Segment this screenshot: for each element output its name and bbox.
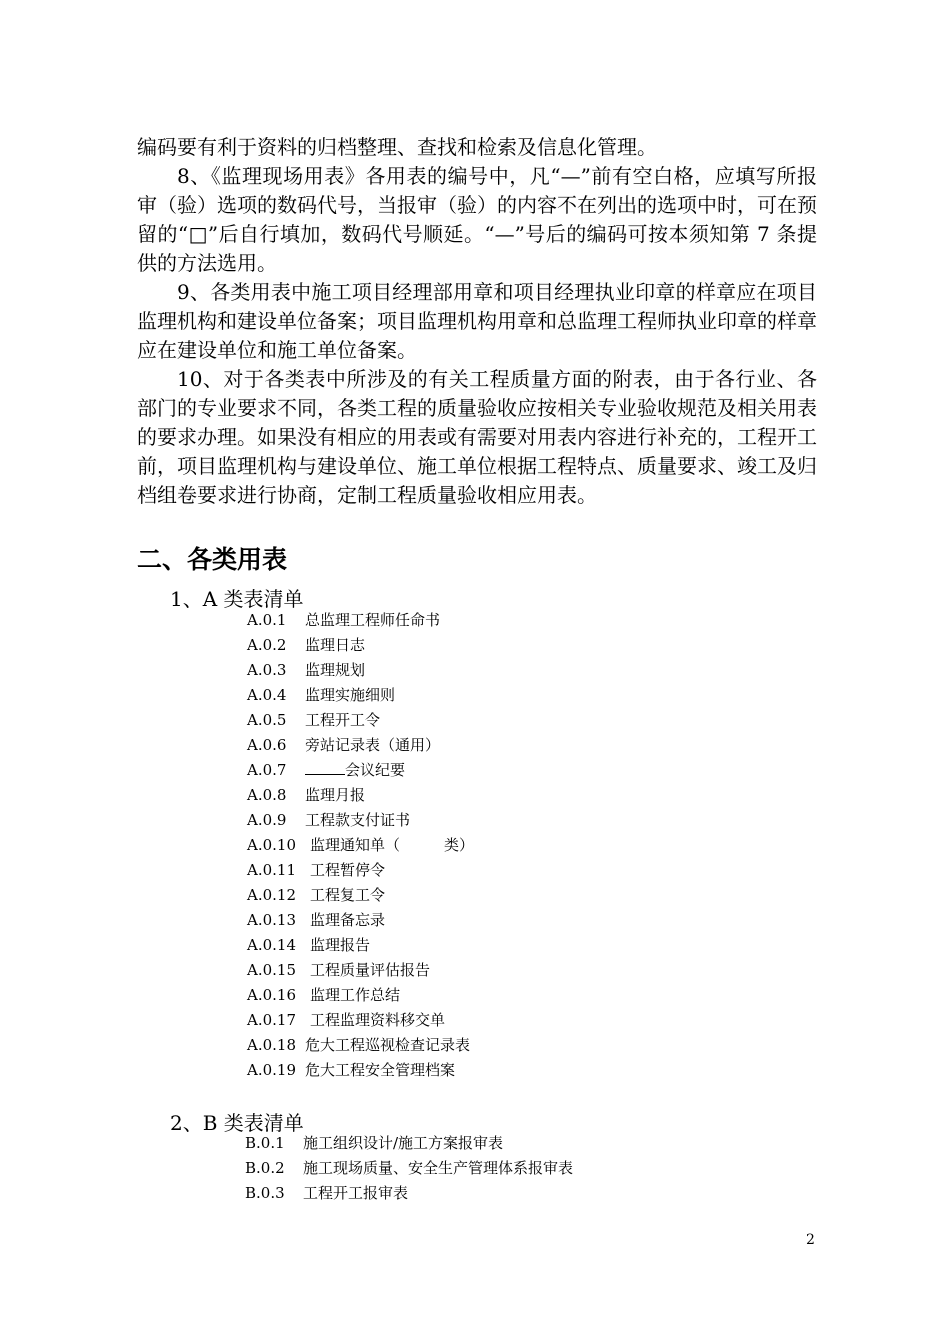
item-code: A.0.18 [247, 1036, 296, 1054]
item-code: A.0.13 [247, 911, 296, 929]
item-name: 监理实施细则 [305, 686, 396, 704]
item-code: A.0.3 [247, 661, 287, 679]
list-item [247, 958, 474, 983]
list-item [247, 608, 474, 633]
list-item [247, 733, 474, 758]
item-name: 工程款支付证书 [305, 811, 411, 829]
item-code: A.0.4 [247, 686, 287, 704]
item-name: 工程暂停令 [310, 861, 386, 879]
blank-underline [305, 760, 345, 775]
item-name-prefix: 监理通知单（ [310, 836, 401, 854]
list-item [245, 1181, 573, 1206]
continued-line: 编码要有利于资料的归档整理、查找和检索及信息化管理。 [137, 135, 657, 159]
list-item [247, 908, 474, 933]
item-name: 工程质量评估报告 [310, 961, 431, 979]
item-code: B.0.3 [245, 1184, 285, 1202]
item-code: A.0.8 [247, 786, 287, 804]
list-item [247, 783, 474, 808]
item-9-paragraph: 9、各类用表中施工项目经理部用章和项目经理执业印章的样章应在项目监理机构和建设单位备案；项目监理机构用章和总监理工程师执业印章的样章应在建设单位和施工单位备案。 [137, 280, 817, 362]
item-code: A.0.17 [247, 1011, 296, 1029]
item-name: 监理日志 [305, 636, 366, 654]
item-name-suffix: 类） [444, 836, 475, 854]
item-name: 监理报告 [310, 936, 371, 954]
item-name: 施工组织设计/施工方案报审表 [303, 1134, 504, 1152]
item-name: 工程开工报审表 [303, 1184, 409, 1202]
list-item [247, 983, 474, 1008]
item-name: 会议纪要 [345, 761, 406, 779]
item-code: A.0.19 [247, 1061, 296, 1079]
list-item [247, 933, 474, 958]
list-item [247, 1008, 474, 1033]
item-8-paragraph: 8、《监理现场用表》各用表的编号中，凡“—”前有空白格，应填写所报审（验）选项的数码代号，当报审（验）的内容不在列出的选项中时，可在预留的“□”后自行填加，数码代号顺延。“—”号后的编码可按本须知第 7 条提供的方法选用。 [137, 164, 817, 275]
list-item [247, 1033, 474, 1058]
item-code: A.0.11 [247, 861, 296, 879]
item-10-paragraph: 10、对于各类表中所涉及的有关工程质量方面的附表，由于各行业、各部门的专业要求不同，各类工程的质量验收应按相关专业验收规范及相关用表的要求办理。如果没有相应的用表或有需要对用表内容进行补充的，工程开工前，项目监理机构与建设单位、施工单位根据工程特点、质量要求、竣工及归档组卷要求进行协商，定制工程质量验收相应用表。 [137, 367, 817, 507]
item-code: A.0.16 [247, 986, 296, 1004]
item-name: 工程复工令 [310, 886, 386, 904]
a-list [247, 608, 474, 1083]
item-name: 危大工程安全管理档案 [305, 1061, 456, 1079]
list-item [247, 658, 474, 683]
item-code: A.0.14 [247, 936, 296, 954]
item-code: B.0.2 [245, 1159, 285, 1177]
item-name: 监理工作总结 [310, 986, 401, 1004]
item-code: A.0.5 [247, 711, 287, 729]
list-item [247, 708, 474, 733]
list-item [247, 808, 474, 833]
item-code: A.0.7 [247, 761, 287, 779]
item-code: A.0.6 [247, 736, 287, 754]
list-item [247, 858, 474, 883]
item-code: A.0.2 [247, 636, 287, 654]
list-item [247, 633, 474, 658]
item-name: 监理备忘录 [310, 911, 386, 929]
page-number: 2 [806, 1232, 815, 1248]
item-code: A.0.9 [247, 811, 287, 829]
item-code: A.0.1 [247, 611, 287, 629]
item-name: 旁站记录表（通用） [305, 736, 441, 754]
list-item [247, 833, 474, 858]
item-name: 总监理工程师任命书 [305, 611, 441, 629]
item-code: B.0.1 [245, 1134, 285, 1152]
item-code: A.0.12 [247, 886, 296, 904]
item-code: A.0.15 [247, 961, 296, 979]
item-name: 工程监理资料移交单 [310, 1011, 446, 1029]
list-item [247, 1058, 474, 1083]
list-item [245, 1131, 573, 1156]
item-name: 施工现场质量、安全生产管理体系报审表 [303, 1159, 574, 1177]
list-item [247, 758, 474, 783]
item-code: A.0.10 [247, 836, 296, 854]
item-name: 监理规划 [305, 661, 366, 679]
a-list-heading: 1、A 类表清单 [170, 587, 304, 611]
list-item [245, 1156, 573, 1181]
item-name: 监理月报 [305, 786, 366, 804]
b-list [245, 1131, 573, 1206]
intro-text [137, 133, 817, 510]
b-list-heading: 2、B 类表清单 [170, 1111, 304, 1135]
list-item [247, 883, 474, 908]
item-name: 危大工程巡视检查记录表 [305, 1036, 471, 1054]
section-2-title: 二、各类用表 [137, 545, 288, 574]
list-item [247, 683, 474, 708]
item-name: 工程开工令 [305, 711, 381, 729]
